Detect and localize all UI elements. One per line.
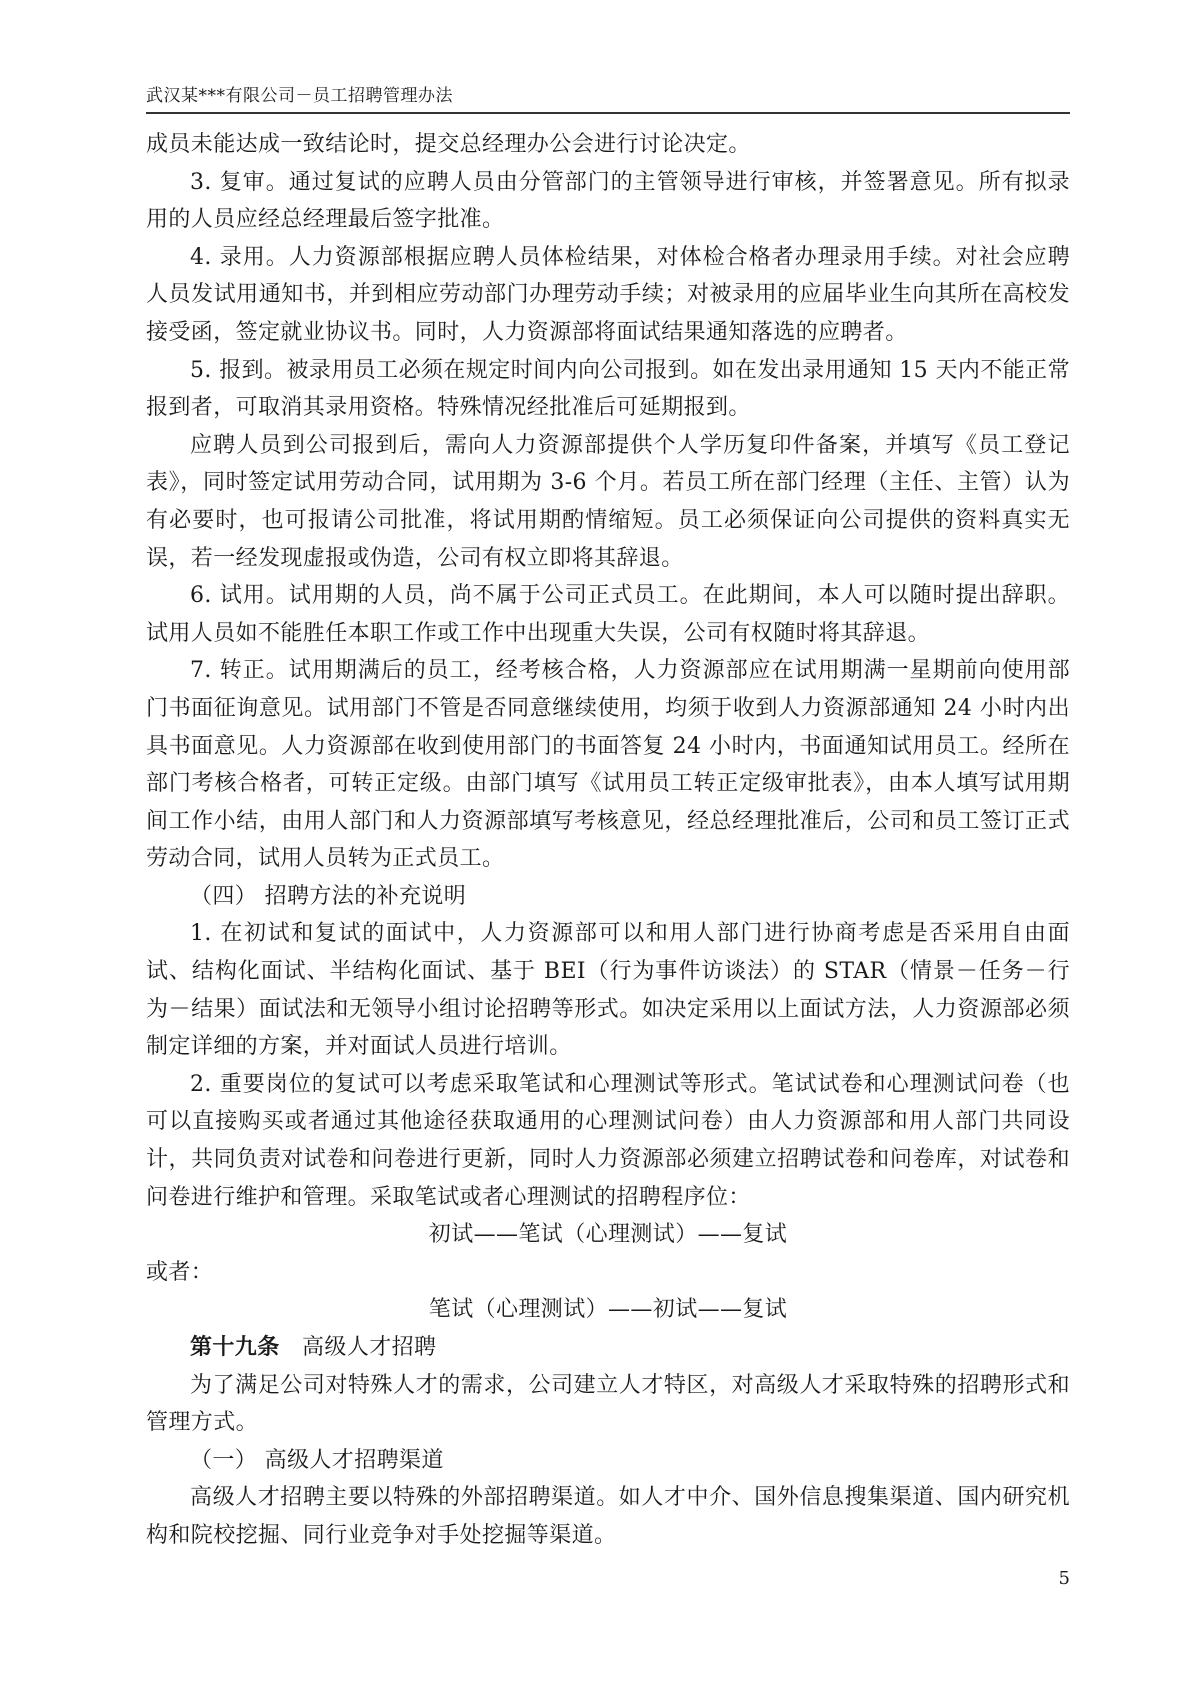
paragraph-supplement-2: 2. 重要岗位的复试可以考虑采取笔试和心理测试等形式。笔试试卷和心理测试问卷（也可以直接购买或者通过其他途径获取通用的心理测试问卷）由人力资源部和用人部门共同设计，共同负责对试卷和问卷进行更新，同时人力资源部必须建立招聘试卷和问卷库，对试卷和问卷进行维护和管理。采取笔试或者心理测试的招聘程序位： bbox=[146, 1071, 1070, 1210]
paragraph-continuation: 成员未能达成一致结论时，提交总经理办公会进行讨论决定。 bbox=[146, 132, 751, 157]
paragraph-senior-intro: 为了满足公司对特殊人才的需求，公司建立人才特区，对高级人才采取特殊的招聘形式和管理方式。 bbox=[146, 1372, 1070, 1436]
document-body bbox=[146, 126, 1070, 1555]
paragraph-channels: 高级人才招聘主要以特殊的外部招聘渠道。如人才中介、国外信息搜集渠道、国内研究机构和院校挖掘、同行业竞争对手处挖掘等渠道。 bbox=[146, 1485, 1070, 1548]
paragraph-report: 5. 报到。被录用员工必须在规定时间内向公司报到。如在发出录用通知 15 天内不能正常报到者，可取消其录用资格。特殊情况经批准后可延期报到。 bbox=[146, 357, 1070, 421]
article-heading bbox=[146, 1329, 1070, 1367]
procedure-flow-1: 初试——笔试（心理测试）——复试 bbox=[428, 1222, 788, 1248]
section-heading-supplement: （四） 招聘方法的补充说明 bbox=[190, 883, 467, 909]
paragraph-supplement-1: 1. 在初试和复试的面试中，人力资源部可以和用人部门进行协商考虑是否采用自由面试、结构化面试、半结构化面试、基于 BEI（行为事件访谈法）的 STAR（情景－任务－行为－结果）面试法和无领导小组讨论招聘等形式。如决定采用以上面试方法，人力资源部必须制定详细的方案，并对面试人员进行培训。 bbox=[146, 921, 1070, 1060]
procedure-flow-2: 笔试（心理测试）——初试——复试 bbox=[428, 1297, 788, 1323]
paragraph-report-details: 应聘人员到公司报到后，需向人力资源部提供个人学历复印件备案，并填写《员工登记表》，同时签定试用劳动合同，试用期为 3-6 个月。若员工所在部门经理（主任、主管）认为有必要时，也可报请公司批准，将试用期酌情缩短。员工必须保证向公司提供的资料真实无误，若一经发现虚报或伪造，公司有权立即将其辞退。 bbox=[146, 432, 1070, 571]
header-title: 武汉某***有限公司－员工招聘管理办法 bbox=[146, 86, 453, 106]
article-title: 高级人才招聘 bbox=[302, 1335, 437, 1360]
paragraph-hiring: 4. 录用。人力资源部根据应聘人员体检结果，对体检合格者办理录用手续。对社会应聘人员发试用通知书，并到相应劳动部门办理劳动手续；对被录用的应届毕业生向其所在高校发接受函，签定就业协议书。同时，人力资源部将面试结果通知落选的应聘者。 bbox=[146, 244, 1070, 345]
paragraph-or: 或者： bbox=[146, 1259, 214, 1285]
section-heading-channels: （一） 高级人才招聘渠道 bbox=[190, 1447, 444, 1473]
paragraph-review: 3. 复审。通过复试的应聘人员由分管部门的主管领导进行审核，并签署意见。所有拟录用的人员应经总经理最后签字批准。 bbox=[146, 169, 1070, 233]
page-header bbox=[146, 84, 1070, 114]
paragraph-probation: 6. 试用。试用期的人员，尚不属于公司正式员工。在此期间，本人可以随时提出辞职。试用人员如不能胜任本职工作或工作中出现重大失误，公司有权随时将其辞退。 bbox=[146, 583, 1070, 646]
page-number: 5 bbox=[1058, 1568, 1070, 1589]
article-number: 第十九条 bbox=[190, 1334, 280, 1360]
article-spacer bbox=[280, 1335, 302, 1360]
paragraph-regularization: 7. 转正。试用期满后的员工，经考核合格，人力资源部应在试用期满一星期前向使用部门书面征询意见。试用部门不管是否同意继续使用，均须于收到人力资源部通知 24 小时内出具书面意见。人力资源部在收到使用部门的书面答复 24 小时内，书面通知试用员工。经所在部门考核合格者，可转正定级。由部门填写《试用员工转正定级审批表》，由本人填写试用期间工作小结，由用人部门和人力资源部填写考核意见，经总经理批准后，公司和员工签订正式劳动合同，试用人员转为正式员工。 bbox=[146, 658, 1070, 872]
